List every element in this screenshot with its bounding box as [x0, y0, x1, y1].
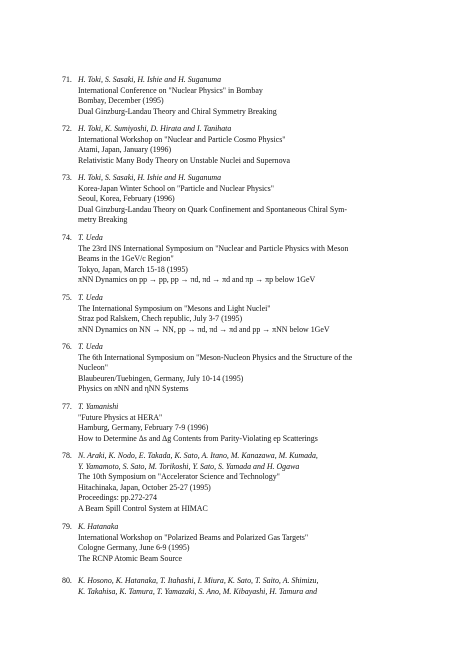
- reference-body: [78, 124, 456, 166]
- reference-line: "Future Physics at HERA": [78, 412, 163, 422]
- reference-authors: T. Ueda: [78, 233, 103, 242]
- reference-authors: T. Ueda: [78, 293, 103, 302]
- reference-line: metry Breaking: [78, 215, 128, 225]
- reference-line: How to Determine Δs and Δg Contents from Parity-Violating ep Scatterings: [78, 433, 318, 443]
- reference-authors: H. Toki, K. Sumiyoshi, D. Hirata and I. Tanihata: [78, 124, 232, 133]
- reference-number: 79.: [62, 522, 72, 531]
- reference-number: 75.: [62, 293, 72, 302]
- reference-authors: K. Hatanaka: [78, 522, 119, 531]
- reference-body: [78, 173, 456, 226]
- reference-body: [78, 75, 456, 117]
- reference-authors: N. Araki, K. Nodo, E. Takada, K. Sato, A. Itano, M. Kanazawa, M. Kumada,: [78, 451, 318, 460]
- reference-authors: T. Yamanishi: [78, 402, 119, 411]
- reference-line: The International Symposium on "Mesons and Light Nuclei": [78, 303, 271, 313]
- reference-body: [78, 342, 456, 395]
- reference-line: Tokyo, Japan, March 15-18 (1995): [78, 264, 188, 274]
- reference-body: [78, 402, 456, 444]
- reference-body: [78, 522, 456, 564]
- reference-line: The 6th International Symposium on "Meson-Nucleon Physics and the Structure of the: [78, 352, 353, 362]
- reference-line: International Workshop on "Nuclear and Particle Cosmo Physics": [78, 134, 286, 144]
- reference-line: πNN Dynamics on NN → NN, pp → πd, πd → πd and pp → πNN below 1GeV: [78, 324, 330, 334]
- reference-line: Hitachinaka, Japan, October 25-27 (1995): [78, 482, 211, 492]
- reference-line: Blaubeuren/Tuebingen, Germany, July 10-14 (1995): [78, 373, 244, 383]
- reference-line: Cologne Germany, June 6-9 (1995): [78, 543, 190, 553]
- reference-authors: H. Toki, S. Sasaki, H. Ishie and H. Suganuma: [78, 173, 222, 182]
- reference-body: [78, 293, 456, 335]
- reference-line: Bombay, December (1995): [78, 96, 164, 106]
- reference-number: 77.: [62, 402, 72, 411]
- reference-line: Straz pod Ralskem, Chech republic, July 3-7 (1995): [78, 314, 243, 324]
- reference-line: πNN Dynamics on pp → pp, pp → πd, πd → πd and πp → πp below 1GeV: [78, 275, 316, 285]
- reference-line: Dual Ginzburg-Landau Theory and Chiral Symmetry Breaking: [78, 106, 277, 116]
- reference-line: Dual Ginzburg-Landau Theory on Quark Confinement and Spontaneous Chiral Sym-: [78, 204, 348, 214]
- reference-line: Korea-Japan Winter School on "Particle and Nuclear Physics": [78, 183, 274, 193]
- reference-authors: K. Takahisa, K. Tamura, T. Yamazaki, S. Ano, M. Kibayashi, H. Tamura and: [78, 586, 318, 596]
- reference-number: 73.: [62, 173, 72, 182]
- reference-number: 80.: [62, 576, 72, 585]
- reference-line: Beams in the 1GeV/c Region": [78, 254, 174, 264]
- reference-line: Atami, Japan, January (1996): [78, 145, 172, 155]
- reference-line: International Workshop on "Polarized Beams and Polarized Gas Targets": [78, 532, 309, 542]
- reference-body: [78, 233, 456, 286]
- reference-line: Hamburg, Germany, February 7-9 (1996): [78, 423, 209, 433]
- reference-line: International Conference on "Nuclear Physics" in Bombay: [78, 85, 263, 95]
- reference-authors: H. Toki, S. Sasaki, H. Ishie and H. Suganuma: [78, 75, 222, 84]
- reference-number: 78.: [62, 451, 72, 460]
- reference-line: Seoul, Korea, February (1996): [78, 194, 175, 204]
- reference-number: 71.: [62, 75, 72, 84]
- reference-authors: K. Hosono, K. Hatanaka, T. Itahashi, I. Miura, K. Sato, T. Saito, A. Shimizu,: [78, 576, 319, 585]
- reference-number: 74.: [62, 233, 72, 242]
- reference-authors: T. Ueda: [78, 342, 103, 351]
- reference-line: The 10th Symposium on "Accelerator Science and Technology": [78, 472, 280, 482]
- reference-number: 76.: [62, 342, 72, 351]
- reference-number: 72.: [62, 124, 72, 133]
- reference-line: A Beam Spill Control System at HIMAC: [78, 503, 208, 513]
- reference-line: Relativistic Many Body Theory on Unstable Nuclei and Supernova: [78, 155, 290, 165]
- reference-line: Nucleon": [78, 363, 108, 373]
- reference-line: Physics on πNN and ηNN Systems: [78, 384, 189, 394]
- reference-authors: Y. Yamamoto, S. Sato, M. Torikoshi, Y. Sato, S. Yamada and H. Ogawa: [78, 461, 300, 471]
- reference-line: The 23rd INS International Symposium on "Nuclear and Particle Physics with Meson: [78, 243, 349, 253]
- reference-body: [78, 451, 456, 515]
- reference-body: [78, 576, 456, 597]
- reference-line: The RCNP Atomic Beam Source: [78, 553, 183, 563]
- reference-line: Proceedings: pp.272-274: [78, 493, 157, 503]
